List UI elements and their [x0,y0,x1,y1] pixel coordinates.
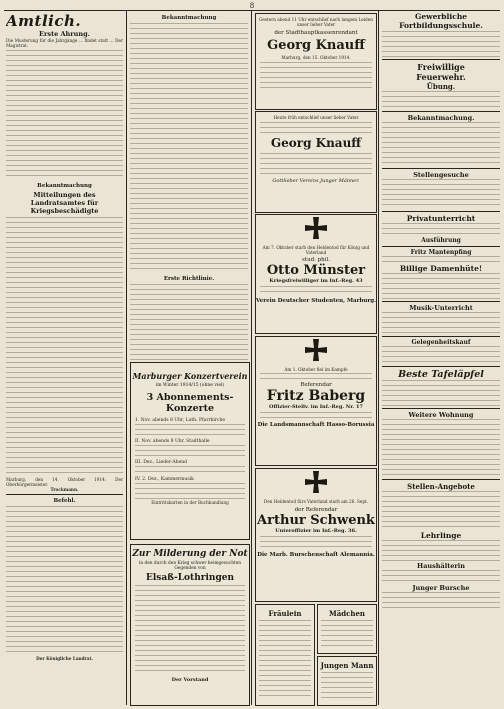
concert-org-name: Marburger Konzertverein [132,371,248,381]
obituary-name: Georg Knauff [267,38,365,53]
notice-text-block [130,284,248,364]
obituary-intro: Am 1. Oktober fiel im Kampfe [284,367,348,372]
obituary-intro: Heute früh entschlief unser lieber Vater [273,115,359,120]
classified-heading: Weitere Wohnung [408,411,474,419]
classified-text [382,256,500,264]
obituary-text [260,412,372,420]
small-ad-text [259,620,311,700]
obituary-unit: Unteroffizier im Inf.-Reg. 36. [275,528,357,534]
classified-text [382,91,500,109]
obituary-name: Fritz Baberg [266,388,366,404]
signature: Der Königliche Landrat. [36,656,93,661]
obituary-intro: Am 7. Oktober starb den Heldentod für König und Vaterland [262,245,370,255]
obituary-title: der Stadthauptkassenrendant [274,30,358,36]
obituary-signature: Gottlieber Vereins Junger Männer. [272,178,360,184]
classified-text [382,540,500,562]
classified-heading: Stellen-Angebote [407,482,475,491]
classified-text [382,491,500,531]
article-text-block [6,50,123,180]
column-official [6,12,123,705]
obituary-knauff-vjm [255,111,377,213]
section-title-amtlich: Amtlich. [6,12,82,30]
obituary-muenster [255,214,377,334]
small-ad-title: Mädchen [328,609,366,618]
column-divider [251,10,252,705]
concert-season: im Winter 1914/15 (ohne viel) [155,383,225,388]
concert-series-title: 3 Abonnements-Konzerte [146,392,234,414]
obituary-name: Arthur Schwenk [257,513,375,528]
notice-heading: Erste Richtlinie. [163,276,215,282]
classified-text [382,380,500,406]
relief-text-block [135,585,245,675]
classified-text [382,570,500,584]
obituary-unit: Kriegsfreiwilliger im Inf.-Reg. 43 [269,278,363,284]
obituary-rank: stud. phil. [302,257,330,263]
small-ad-maedchen [317,604,377,654]
classified-heading: Privatunterricht [406,214,476,223]
iron-cross-icon [303,217,329,243]
classified-text [382,179,500,209]
signature: Trockmann. [50,487,79,492]
classified-heading: Beste Tafeläpfel [398,369,484,380]
classified-heading: Haushälterin [417,562,465,570]
obituary-text [260,153,372,175]
notice-heading: Bekanntmachung [161,15,217,21]
obituary-knauff [255,13,377,110]
obituary-schwenk [255,468,377,602]
small-ad-text [321,620,373,648]
classified-heading: Freiwillige [417,62,465,72]
classified-heading: Lehrlinge [420,531,462,540]
obituary-name: Georg Knauff [270,136,362,150]
obituary-baberg [255,336,377,466]
obituary-rank: der Referendar [294,507,338,513]
classified-text [382,223,500,237]
classified-text [382,31,500,57]
classified-text [382,312,500,334]
classified-heading: Übung. [426,82,456,91]
article-intro: Die Musterung für die Jahrgänge ... findet statt ... Der Magistrat. [6,38,123,48]
classified-heading: Gewerbliche [414,12,468,21]
small-ad-jungen-mann [317,656,377,706]
concert-item-details [135,483,245,499]
concert-item: III. Dez., Lieder-Abend [135,460,188,465]
obituary-date: Marburg, den 15. Oktober 1914. [281,55,351,60]
classified-text [382,419,500,477]
section-subtitle: Erste Ahrung. [39,30,90,38]
classified-heading: Bekanntmachung. [407,114,475,122]
top-rule [4,10,500,11]
obituary-name: Otto Münster [266,263,366,278]
obituary-text [260,122,372,134]
concert-footer: Eintrittskarten in der Buchhandlung [151,500,229,505]
column-classifieds [382,12,500,705]
article-subheading: Mitteilungen des Landratsamtes für Kriegsbeschädigte [30,191,99,215]
relief-subtitle: in den durch den Krieg schwer heimgesuchten Gegenden von [138,561,242,571]
classified-text [382,273,500,299]
relief-footer: Der Vorstand [171,677,209,683]
obituary-intro: Den Heldentod fürs Vaterland starb am 26. Sept. [263,499,369,504]
page-number: 8 [249,2,255,10]
concert-item: II. Nov. abends 8 Uhr, Stadthalle [135,439,210,444]
relief-advertisement [130,544,250,706]
concert-item: IV. 2. Dez., Kammermusik [135,477,194,482]
obituary-signature: Verein Deutscher Studenten, Marburg. [256,298,377,304]
classified-heading: Fortbildungsschule. [399,21,483,30]
classified-heading: Billige Damenhüte! [399,264,483,273]
obituary-rank: Referendar [300,382,332,388]
obituary-text [260,536,372,550]
small-ad-title: Jungen Mann [320,661,374,670]
obituary-signature: Die Landsmannschaft Hasso-Borussia [257,422,375,428]
concert-item: 1. Nov. abends 8 Uhr, Luth. Pfarrkirche [135,418,226,423]
concert-item-details [135,466,245,476]
column-divider [378,10,379,705]
classified-heading: Fritz Mantenpfing [410,249,472,256]
small-ad-fraeulein [255,604,315,706]
concert-advertisement [130,362,250,540]
small-ad-title: Fräulein [268,609,302,618]
classified-heading: Junger Bursche [412,584,470,592]
obituary-text [260,373,372,381]
classified-heading: Gelegenheitskauf [411,339,471,346]
article-heading: Bekanntmachung [37,183,92,189]
classified-text [382,592,500,612]
iron-cross-icon [303,471,329,497]
column-divider [126,10,127,705]
classified-heading: Musik-Unterricht [409,304,473,312]
article-date-note: Marburg, den 14. Oktober 1914. Der Oberbürgermeister. [6,477,123,487]
notice-text-block [130,23,248,273]
obituary-intro: Gestern abend 11 Uhr entschlief nach langem Leiden unser lieber Vater [259,17,373,27]
concert-item-details [135,424,245,438]
classified-heading: Ausführung [421,237,461,244]
obituary-signature: Die Marb. Burschenschaft Alemannia. [257,552,375,558]
concert-item-details [135,445,245,459]
relief-region: Elsaß-Lothringen [145,573,235,583]
article-text-block [6,217,123,477]
classified-text [382,346,500,364]
classified-text [382,122,500,166]
small-ad-text [321,672,373,700]
article-text-block [6,506,123,656]
article-heading: Befehl. [53,498,76,504]
obituary-unit: Offizier-Stellv. im Inf.-Reg. Nr. 17 [269,404,363,410]
classified-heading: Stellengesuche [413,171,469,179]
classified-heading: Feuerwehr. [416,72,466,82]
relief-title: Zur Milderung der Not [132,549,248,559]
obituary-text [260,286,372,296]
obituary-text [260,62,372,90]
iron-cross-icon [303,339,329,365]
